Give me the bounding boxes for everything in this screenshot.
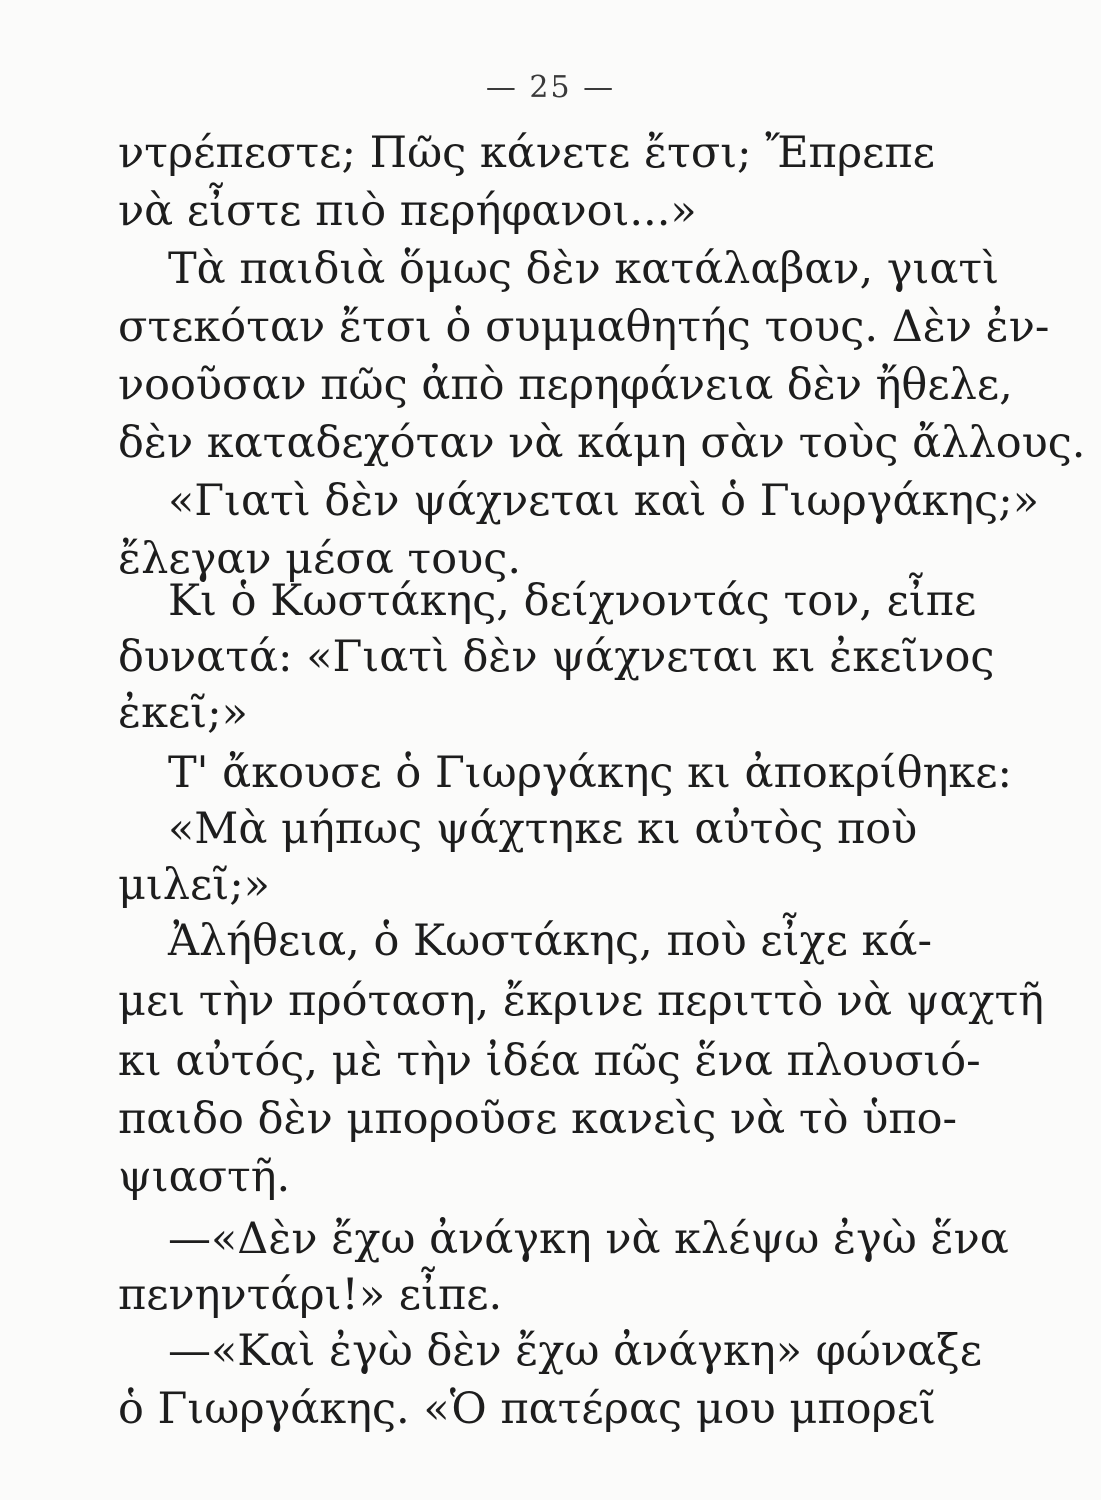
text-line: «Μὰ μήπως ψάχτηκε κι αὐτὸς ποὺ — [168, 804, 918, 854]
text-line: νοοῦσαν πῶς ἀπὸ περηφάνεια δὲν ἤθελε, — [118, 360, 1013, 410]
text-line: Τὰ παιδιὰ ὅμως δὲν κατάλαβαν, γιατὶ — [168, 244, 1000, 294]
text-line: —«Δὲν ἔχω ἀνάγκη νὰ κλέψω ἐγὼ ἕνα — [168, 1214, 1009, 1264]
text-line: ὁ Γιωργάκης. «Ὁ πατέρας μου μπορεῖ — [118, 1384, 936, 1434]
text-line: κι αὐτός, μὲ τὴν ἰδέα πῶς ἕνα πλουσιό- — [118, 1036, 981, 1086]
text-line: Ἀλήθεια, ὁ Κωστάκης, ποὺ εἶχε κά- — [168, 916, 932, 966]
text-line: μιλεῖ;» — [118, 860, 270, 910]
text-line: νὰ εἶστε πιὸ περήφανοι...» — [118, 186, 697, 236]
text-line: ψιαστῆ. — [118, 1152, 291, 1202]
text-line: δὲν καταδεχόταν νὰ κάμη σὰν τοὺς ἄλλους. — [118, 418, 1086, 468]
text-line: Τ' ἄκουσε ὁ Γιωργάκης κι ἀποκρίθηκε: — [168, 748, 1013, 798]
text-line: ἐκεῖ;» — [118, 688, 248, 738]
text-line: πενηντάρι!» εἶπε. — [118, 1270, 503, 1320]
text-line: «Γιατὶ δὲν ψάχνεται καὶ ὁ Γιωργάκης;» — [168, 476, 1040, 526]
text-line: δυνατά: «Γιατὶ δὲν ψάχνεται κι ἐκεῖνος — [118, 632, 995, 682]
text-line: ἔλεγαν μέσα τους. — [118, 534, 521, 584]
text-line: ντρέπεστε; Πῶς κάνετε ἔτσι; Ἔπρεπε — [118, 128, 935, 178]
text-line: μει τὴν πρόταση, ἔκρινε περιττὸ νὰ ψαχτῆ — [118, 976, 1045, 1026]
text-line: παιδο δὲν μποροῦσε κανεὶς νὰ τὸ ὑπο- — [118, 1094, 958, 1144]
text-line: —«Καὶ ἐγὼ δὲν ἔχω ἀνάγκη» φώναξε — [168, 1326, 982, 1376]
text-line: Κι ὁ Κωστάκης, δείχνοντάς τον, εἶπε — [168, 576, 977, 626]
text-line: στεκόταν ἔτσι ὁ συμμαθητής τους. Δὲν ἐν- — [118, 302, 1050, 352]
page-number: — 25 — — [485, 70, 616, 105]
